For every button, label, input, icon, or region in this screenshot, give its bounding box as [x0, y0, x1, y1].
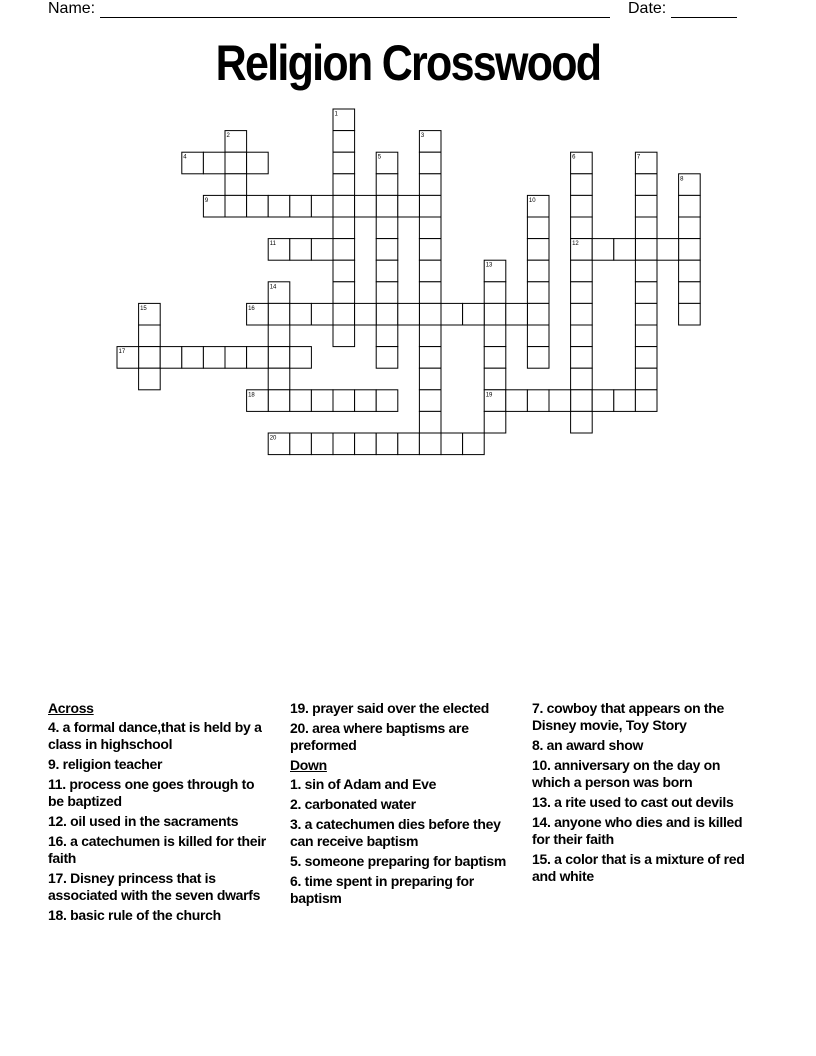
grid-cell[interactable]	[333, 239, 355, 261]
grid-cell[interactable]	[311, 433, 333, 455]
grid-cell[interactable]	[527, 282, 549, 304]
clue-number: 19	[485, 392, 493, 399]
clue-number: 2	[226, 133, 230, 140]
grid-cell[interactable]	[484, 347, 506, 369]
across-clue	[48, 870, 268, 904]
grid-cell[interactable]	[679, 217, 701, 239]
grid-cell[interactable]	[419, 411, 441, 433]
grid-cell[interactable]	[571, 195, 593, 217]
grid-cell[interactable]	[268, 368, 290, 390]
grid-cell[interactable]	[203, 152, 225, 174]
grid-cell[interactable]	[419, 368, 441, 390]
across-clue	[48, 756, 268, 773]
clue-number-label: 20.	[290, 720, 313, 736]
grid-cell[interactable]	[527, 239, 549, 261]
grid-cell[interactable]	[376, 217, 398, 239]
grid-cell[interactable]	[355, 303, 377, 325]
clue-number: 7	[636, 154, 641, 161]
grid-cell[interactable]	[398, 195, 420, 217]
grid-cell[interactable]	[571, 303, 593, 325]
clue-number-label: 18.	[48, 907, 71, 923]
grid-cell[interactable]	[311, 303, 333, 325]
grid-cell[interactable]	[419, 282, 441, 304]
grid-cell[interactable]	[571, 260, 593, 282]
grid-cell[interactable]	[376, 239, 398, 261]
clue-number-label: 10.	[532, 757, 555, 773]
grid-cell[interactable]	[419, 347, 441, 369]
clue-number-label: 14.	[532, 814, 555, 830]
clue-text: anniversary on the day on which a person was born	[532, 757, 721, 790]
grid-cell[interactable]	[290, 433, 312, 455]
clue-number: 5	[377, 154, 382, 161]
grid-cell[interactable]	[333, 433, 355, 455]
grid-cell[interactable]	[527, 217, 549, 239]
clue-number-label: 8.	[532, 737, 547, 753]
clue-text: anyone who dies and is killed for their faith	[532, 814, 743, 847]
grid-cell[interactable]	[441, 303, 463, 325]
clue-number: 3	[420, 133, 425, 140]
grid-cell[interactable]	[419, 195, 441, 217]
clue-text: someone preparing for baptism	[304, 853, 507, 869]
grid-cell[interactable]	[268, 390, 290, 412]
grid-cell[interactable]	[247, 195, 269, 217]
clue-number: 12	[572, 241, 579, 248]
clue-number-label: 15.	[532, 851, 555, 867]
grid-cell[interactable]	[419, 390, 441, 412]
down-clue	[532, 814, 752, 848]
clue-number-label: 12.	[48, 813, 71, 829]
clue-number-label: 16.	[48, 833, 71, 849]
grid-cell[interactable]	[484, 368, 506, 390]
grid-cell[interactable]	[419, 260, 441, 282]
grid-cell[interactable]	[635, 195, 657, 217]
down-clue	[532, 794, 752, 811]
grid-cell[interactable]	[657, 239, 679, 261]
clue-text: sin of Adam and Eve	[304, 776, 437, 792]
grid-cell[interactable]	[441, 433, 463, 455]
clue-number: 17	[118, 349, 126, 356]
clue-text: prayer said over the elected	[312, 700, 489, 716]
page-title: Religion Crosswood	[215, 35, 601, 91]
clue-text: carbonated water	[304, 796, 416, 812]
grid-cell[interactable]	[506, 390, 528, 412]
clue-text: cowboy that appears on the Disney movie, Toy Story	[532, 700, 725, 733]
clue-text: process one goes through to be baptized	[48, 776, 255, 809]
clue-number: 10	[528, 197, 536, 204]
down-clue	[290, 776, 510, 793]
grid-cell[interactable]	[571, 217, 593, 239]
down-clue	[532, 757, 752, 791]
across-heading: Across	[48, 700, 94, 716]
grid-cell[interactable]	[290, 239, 312, 261]
grid-cell[interactable]	[635, 347, 657, 369]
grid-cell[interactable]	[139, 368, 161, 390]
clue-number-label: 13.	[532, 794, 555, 810]
grid-cell[interactable]	[484, 325, 506, 347]
clues-column-1	[48, 700, 268, 927]
down-clue	[532, 851, 752, 885]
grid-cell[interactable]	[614, 239, 636, 261]
grid-cell[interactable]	[635, 260, 657, 282]
grid-cell[interactable]	[419, 239, 441, 261]
clue-number: 18	[248, 392, 255, 399]
grid-cell[interactable]	[290, 195, 312, 217]
grid-cell[interactable]	[225, 347, 247, 369]
grid-cell[interactable]	[376, 260, 398, 282]
clue-text: Disney princess that is associated with the seven dwarfs	[48, 870, 261, 903]
across-clue	[290, 720, 510, 754]
grid-cell[interactable]	[398, 433, 420, 455]
clues-column-2	[290, 700, 510, 910]
grid-cell[interactable]	[571, 325, 593, 347]
grid-cell[interactable]	[268, 347, 290, 369]
grid-cell[interactable]	[635, 368, 657, 390]
grid-cell[interactable]	[333, 152, 355, 174]
grid-cell[interactable]	[419, 433, 441, 455]
clue-number: 8	[680, 176, 684, 183]
grid-cell[interactable]	[484, 411, 506, 433]
grid-cell[interactable]	[355, 433, 377, 455]
grid-cell[interactable]	[679, 260, 701, 282]
grid-cell[interactable]	[203, 347, 225, 369]
down-clue	[532, 737, 752, 754]
clue-number-label: 5.	[290, 853, 305, 869]
grid-cell[interactable]	[247, 152, 269, 174]
clue-text: a catechumen is killed for their faith	[48, 833, 266, 866]
grid-cell[interactable]	[311, 195, 333, 217]
grid-cell[interactable]	[376, 303, 398, 325]
clue-number-label: 17.	[48, 870, 71, 886]
grid-cell[interactable]	[679, 303, 701, 325]
grid-cell[interactable]	[333, 174, 355, 196]
grid-cell[interactable]	[225, 152, 247, 174]
clue-text: a catechumen dies before they can receive baptism	[290, 816, 501, 849]
grid-cell[interactable]	[679, 195, 701, 217]
grid-cell[interactable]	[139, 325, 161, 347]
grid-cell[interactable]	[376, 433, 398, 455]
clue-number-label: 4.	[48, 719, 63, 735]
grid-cell[interactable]	[635, 174, 657, 196]
down-clue	[532, 700, 752, 734]
grid-cell[interactable]	[571, 282, 593, 304]
clue-number: 20	[269, 435, 277, 442]
grid-cell[interactable]	[376, 195, 398, 217]
grid-cell[interactable]	[527, 390, 549, 412]
clue-number: 9	[204, 197, 209, 204]
grid-cell[interactable]	[333, 131, 355, 153]
grid-cell[interactable]	[182, 347, 204, 369]
grid-cell[interactable]	[571, 368, 593, 390]
grid-cell[interactable]	[527, 260, 549, 282]
grid-cell[interactable]	[527, 347, 549, 369]
down-clue	[290, 816, 510, 850]
grid-cell[interactable]	[549, 390, 571, 412]
crossword-grid[interactable]	[0, 0, 816, 470]
grid-cell[interactable]	[484, 303, 506, 325]
clue-text: religion teacher	[62, 756, 163, 772]
grid-cell[interactable]	[333, 260, 355, 282]
grid-cell[interactable]	[571, 174, 593, 196]
grid-cell[interactable]	[311, 239, 333, 261]
grid-cell[interactable]	[225, 195, 247, 217]
grid-cell[interactable]	[290, 303, 312, 325]
across-clue	[48, 776, 268, 810]
clue-text: area where baptisms are preformed	[290, 720, 469, 753]
clue-number: 11	[269, 241, 276, 248]
grid-cell[interactable]	[635, 217, 657, 239]
grid-cell[interactable]	[290, 390, 312, 412]
clue-number: 16	[248, 305, 255, 312]
grid-cell[interactable]	[635, 282, 657, 304]
clue-number-label: 7.	[532, 700, 547, 716]
grid-cell[interactable]	[463, 433, 485, 455]
grid-cell[interactable]	[419, 152, 441, 174]
grid-cell[interactable]	[268, 303, 290, 325]
date-label: Date:	[628, 0, 667, 17]
grid-cell[interactable]	[635, 325, 657, 347]
grid-cell[interactable]	[333, 303, 355, 325]
grid-cell[interactable]	[635, 239, 657, 261]
grid-cell[interactable]	[376, 174, 398, 196]
clue-text: oil used in the sacraments	[70, 813, 239, 829]
grid-cell[interactable]	[527, 325, 549, 347]
grid-cell[interactable]	[376, 390, 398, 412]
grid-cell[interactable]	[592, 390, 614, 412]
grid-cell[interactable]	[635, 303, 657, 325]
grid-cell[interactable]	[290, 347, 312, 369]
grid-cell[interactable]	[679, 282, 701, 304]
across-clue	[48, 907, 268, 924]
down-heading: Down	[290, 757, 327, 773]
grid-cell[interactable]	[376, 282, 398, 304]
grid-cell[interactable]	[139, 347, 161, 369]
clue-text: basic rule of the church	[70, 907, 221, 923]
grid-cell[interactable]	[225, 174, 247, 196]
grid-cell[interactable]	[376, 347, 398, 369]
clue-number-label: 1.	[290, 776, 305, 792]
clues-column-3	[532, 700, 752, 888]
grid-cell[interactable]	[592, 239, 614, 261]
clue-number: 14	[269, 284, 277, 291]
clue-number-label: 11.	[48, 776, 70, 792]
grid-cell[interactable]	[355, 195, 377, 217]
grid-cell[interactable]	[160, 347, 182, 369]
clue-number-label: 3.	[290, 816, 305, 832]
grid-cell[interactable]	[333, 282, 355, 304]
grid-cell[interactable]	[398, 303, 420, 325]
clue-text: an award show	[546, 737, 644, 753]
down-clue	[290, 796, 510, 813]
clue-number: 6	[572, 154, 576, 161]
grid-cell[interactable]	[419, 325, 441, 347]
down-clue	[290, 873, 510, 907]
clue-text: a color that is a mixture of red and white	[532, 851, 745, 884]
grid-cell[interactable]	[247, 347, 269, 369]
across-clue	[48, 833, 268, 867]
grid-cell[interactable]	[333, 195, 355, 217]
name-label: Name:	[48, 0, 96, 17]
clue-number-label: 6.	[290, 873, 305, 889]
across-clue	[48, 719, 268, 753]
grid-cell[interactable]	[333, 390, 355, 412]
clue-text: time spent in preparing for baptism	[290, 873, 474, 906]
grid-cell[interactable]	[484, 282, 506, 304]
grid-cell[interactable]	[506, 303, 528, 325]
grid-cell[interactable]	[679, 239, 701, 261]
clue-number: 15	[140, 305, 147, 312]
grid-cell[interactable]	[311, 390, 333, 412]
grid-cell[interactable]	[419, 303, 441, 325]
grid-cell[interactable]	[463, 303, 485, 325]
grid-cell[interactable]	[571, 390, 593, 412]
clue-number-label: 9.	[48, 756, 63, 772]
clue-number: 13	[485, 262, 493, 269]
grid-cell[interactable]	[527, 303, 549, 325]
grid-cell[interactable]	[419, 217, 441, 239]
across-clue	[290, 700, 510, 717]
grid-cell[interactable]	[333, 217, 355, 239]
clue-number: 1	[334, 111, 338, 118]
across-clue	[48, 813, 268, 830]
clue-number-label: 19.	[290, 700, 313, 716]
grid-cell[interactable]	[268, 325, 290, 347]
clue-number-label: 2.	[290, 796, 305, 812]
grid-cell[interactable]	[571, 411, 593, 433]
grid-cell[interactable]	[376, 325, 398, 347]
clue-number: 4	[183, 154, 187, 161]
down-clue	[290, 853, 510, 870]
grid-cell[interactable]	[419, 174, 441, 196]
grid-cell[interactable]	[355, 390, 377, 412]
grid-cell[interactable]	[635, 390, 657, 412]
grid-cell[interactable]	[614, 390, 636, 412]
clue-text: a formal dance,that is held by a class in highschool	[48, 719, 262, 752]
grid-cell[interactable]	[268, 195, 290, 217]
grid-cell[interactable]	[333, 325, 355, 347]
grid-cell[interactable]	[571, 347, 593, 369]
clue-text: a rite used to cast out devils	[554, 794, 734, 810]
